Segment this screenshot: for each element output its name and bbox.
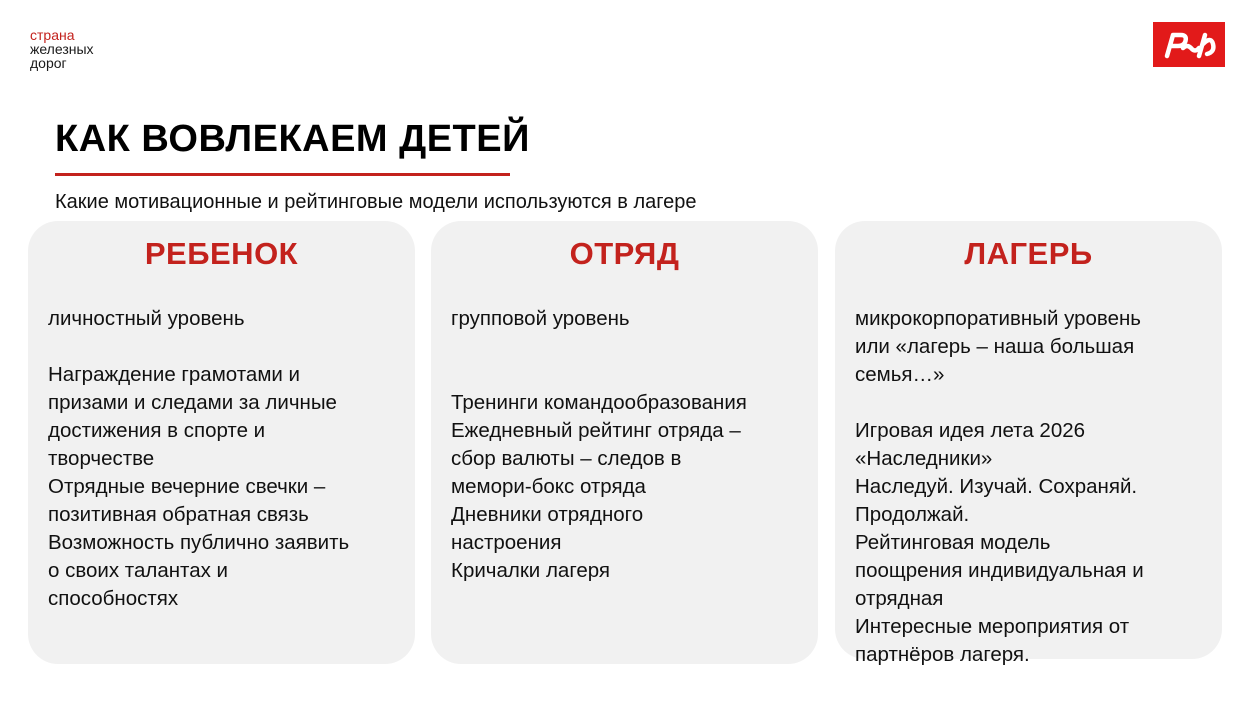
card-squad xyxy=(431,221,818,664)
card-line: Рейтинговая модель xyxy=(855,531,1051,554)
card-line: Наследуй. Изучай. Сохраняй. xyxy=(855,475,1138,498)
card-line: поощрения индивидуальная и xyxy=(855,559,1144,582)
card-line: отрядная xyxy=(855,587,944,610)
card-line: позитивная обратная связь xyxy=(48,503,309,526)
card-line: семья…» xyxy=(855,363,945,386)
card-line: настроения xyxy=(451,531,562,554)
card-line: мемори-бокс отряда xyxy=(451,475,646,498)
card-line: личностный уровень xyxy=(48,307,245,330)
card-child xyxy=(28,221,415,664)
card-line: «Наследники» xyxy=(855,447,993,470)
card-heading: ЛАГЕРЬ xyxy=(964,236,1093,271)
card-line: творчестве xyxy=(48,447,155,470)
card-line: Ежедневный рейтинг отряда – xyxy=(451,419,741,442)
card-line: призами и следами за личные xyxy=(48,391,337,414)
page-title: КАК ВОВЛЕКАЕМ ДЕТЕЙ xyxy=(55,118,530,160)
brand-wordmark xyxy=(30,28,94,70)
card-body xyxy=(48,305,405,613)
card-line: групповой уровень xyxy=(451,307,630,330)
card-camp xyxy=(835,221,1222,666)
card-line: Дневники отрядного xyxy=(451,503,644,526)
card-line: Интересные мероприятия от xyxy=(855,615,1130,638)
card-line xyxy=(451,361,808,389)
card-heading: ОТРЯД xyxy=(569,236,680,271)
card-line: способностях xyxy=(48,587,179,610)
brand-line-1: страна xyxy=(30,27,75,43)
rzd-logo xyxy=(1153,22,1225,67)
title-underline xyxy=(55,173,510,176)
brand-line-3: дорог xyxy=(30,55,67,71)
card-body xyxy=(451,305,808,585)
card-line: о своих талантах и xyxy=(48,559,229,582)
brand-line-2: железных xyxy=(30,41,94,57)
page-subtitle: Какие мотивационные и рейтинговые модели используются в лагере xyxy=(55,191,697,213)
card-line: Продолжай. xyxy=(855,503,970,526)
card-heading: РЕБЕНОК xyxy=(144,236,299,271)
card-line xyxy=(48,333,405,361)
card-line xyxy=(451,333,808,361)
card-line xyxy=(855,389,1212,417)
card-line: Отрядные вечерние свечки – xyxy=(48,475,326,498)
card-line: Игровая идея лета 2026 xyxy=(855,419,1086,442)
card-line: микрокорпоративный уровень xyxy=(855,307,1141,330)
card-line: сбор валюты – следов в xyxy=(451,447,682,470)
card-line: партнёров лагеря. xyxy=(855,643,1030,666)
card-line: Награждение грамотами и xyxy=(48,363,301,386)
card-line: Кричалки лагеря xyxy=(451,559,611,582)
card-line: Тренинги командообразования xyxy=(451,391,747,414)
card-body xyxy=(855,305,1212,669)
card-line: Возможность публично заявить xyxy=(48,531,350,554)
card-line: или «лагерь – наша большая xyxy=(855,335,1135,358)
card-line: достижения в спорте и xyxy=(48,419,266,442)
